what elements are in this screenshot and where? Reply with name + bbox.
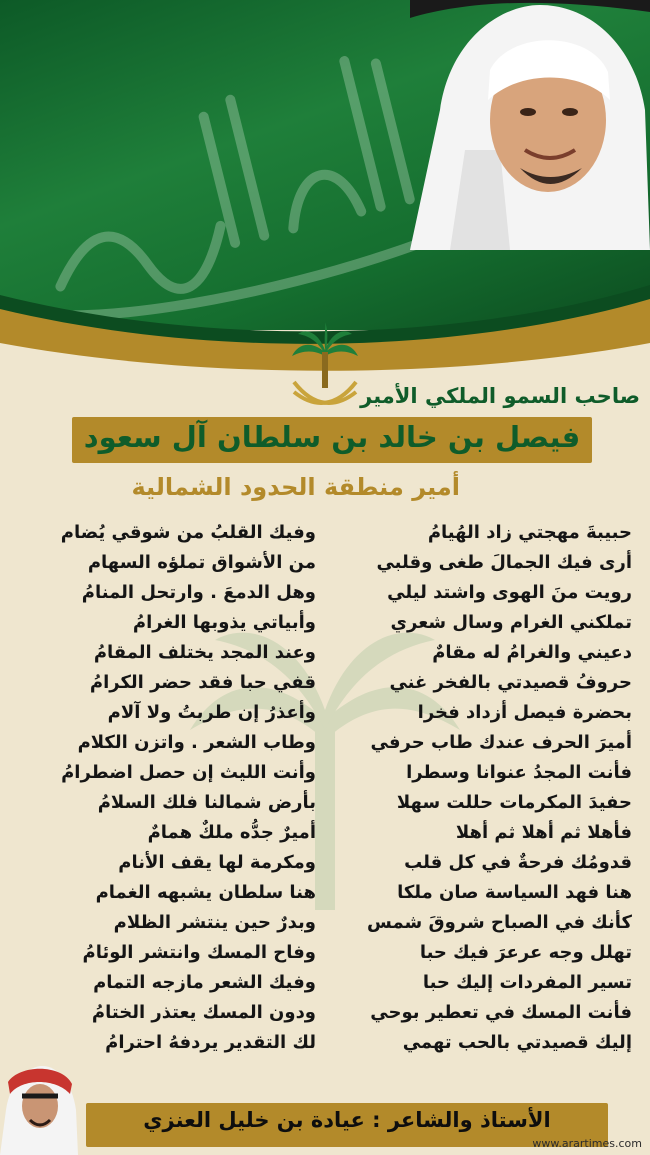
verse-first-hemistich: حفيدَ المكرمات حللت سهلا xyxy=(396,792,632,813)
verse-first-hemistich: كأنك في الصباح شروقَ شمس xyxy=(367,912,632,933)
website-watermark: www.arartimes.com xyxy=(532,1137,642,1150)
verse-second-hemistich: هنا سلطان يشبهه الغمام xyxy=(95,882,316,903)
verse-second-hemistich: بأرض شمالنا فلك السلامُ xyxy=(97,792,316,813)
verse-second-hemistich: وفاح المسك وانتشر الوئامُ xyxy=(82,942,316,963)
prince-portrait xyxy=(410,0,650,250)
verse-second-hemistich: ودون المسك يعتذر الختامُ xyxy=(91,1002,316,1023)
verse-first-hemistich: هنا فهد السياسة صان ملكا xyxy=(397,882,632,903)
poem-verse xyxy=(0,966,650,1000)
verse-second-hemistich: وبدرٌ حين ينتشر الظلام xyxy=(113,912,316,933)
verse-second-hemistich: وأنت الليث إن حصل اضطرامُ xyxy=(61,762,316,783)
verse-first-hemistich: بحضرة فيصل أزداد فخرا xyxy=(417,702,632,723)
verse-second-hemistich: لك التقدير يردفهُ احترامُ xyxy=(105,1032,316,1053)
poem-verse xyxy=(0,546,650,580)
verse-first-hemistich: إليك قصيدتي بالحب تهمي xyxy=(402,1032,632,1053)
verse-second-hemistich: وأعذرُ إن طربتُ ولا آلام xyxy=(107,702,316,723)
verse-first-hemistich: دعيني والغرامُ له مقامٌ xyxy=(432,642,632,663)
poem-verse xyxy=(0,936,650,970)
verse-second-hemistich: ومكرمة لها يقف الأنام xyxy=(118,852,316,873)
verse-second-hemistich: وأبياتي يذوبها الغرامُ xyxy=(132,612,316,633)
verse-second-hemistich: من الأشواق تملؤه السهام xyxy=(87,552,316,573)
verse-second-hemistich: قفي حبا فقد حضر الكرامُ xyxy=(89,672,316,693)
poem-verse xyxy=(0,606,650,640)
verse-first-hemistich: قدومُك فرحةٌ في كل قلب xyxy=(404,852,632,873)
poem-verse xyxy=(0,756,650,790)
palm-and-swords-emblem xyxy=(290,322,360,414)
poem-verse xyxy=(0,786,650,820)
poem-verse xyxy=(0,996,650,1030)
poem-verse xyxy=(0,726,650,760)
verse-second-hemistich: أميرٌ جدُّه ملكٌ همامٌ xyxy=(147,822,316,843)
verse-first-hemistich: تهلل وجه عرعرَ فيك حبا xyxy=(419,942,632,963)
verse-first-hemistich: أميرَ الحرف عندك طاب حرفي xyxy=(370,732,632,753)
poem-verse xyxy=(0,876,650,910)
poem-verse xyxy=(0,696,650,730)
poem-body xyxy=(0,516,650,1064)
poem-verse xyxy=(0,816,650,850)
verse-first-hemistich: تملكني الغرام وسال شعري xyxy=(390,612,632,633)
verse-first-hemistich: فأنت المسك في تعطير بوحي xyxy=(370,1002,632,1023)
poem-verse xyxy=(0,846,650,880)
verse-second-hemistich: وفيك الشعر مازجه التمام xyxy=(93,972,316,993)
verse-first-hemistich: تسير المفردات إليك حبا xyxy=(422,972,632,993)
poem-verse xyxy=(0,636,650,670)
poem-verse xyxy=(0,666,650,700)
poem-verse xyxy=(0,906,650,940)
verse-second-hemistich: وفيك القلبُ من شوقي يُضام xyxy=(60,522,316,543)
prince-name: فيصل بن خالد بن سلطان آل سعود xyxy=(83,420,581,454)
poet-credit: الأستاذ والشاعر : عيادة بن خليل العنزي xyxy=(143,1108,551,1132)
poet-portrait xyxy=(0,1060,78,1155)
verse-second-hemistich: وطاب الشعر . واتزن الكلام xyxy=(77,732,316,753)
verse-first-hemistich: أرى فيك الجمالَ طغى وقلبي xyxy=(376,552,632,573)
verse-second-hemistich: وعند المجد يختلف المقامُ xyxy=(93,642,316,663)
verse-first-hemistich: فأهلا ثم أهلا ثم أهلا xyxy=(455,822,632,843)
verse-first-hemistich: فأنت المجدُ عنوانا وسطرا xyxy=(406,762,632,783)
verse-first-hemistich: حبيبةَ مهجتي زاد الهُيامُ xyxy=(427,522,632,543)
poem-verse xyxy=(0,1026,650,1060)
prince-honorific-title: صاحب السمو الملكي الأمير xyxy=(360,384,640,408)
verse-second-hemistich: وهل الدمعَ . وارتحل المنامُ xyxy=(81,582,316,603)
poem-verse xyxy=(0,576,650,610)
verse-first-hemistich: رويت منَ الهوى واشتد ليلي xyxy=(387,582,632,603)
poem-verse xyxy=(0,516,650,550)
region-title: أمير منطقة الحدود الشمالية xyxy=(131,473,460,501)
verse-first-hemistich: حروفُ قصيدتي بالفخر غني xyxy=(389,672,632,693)
